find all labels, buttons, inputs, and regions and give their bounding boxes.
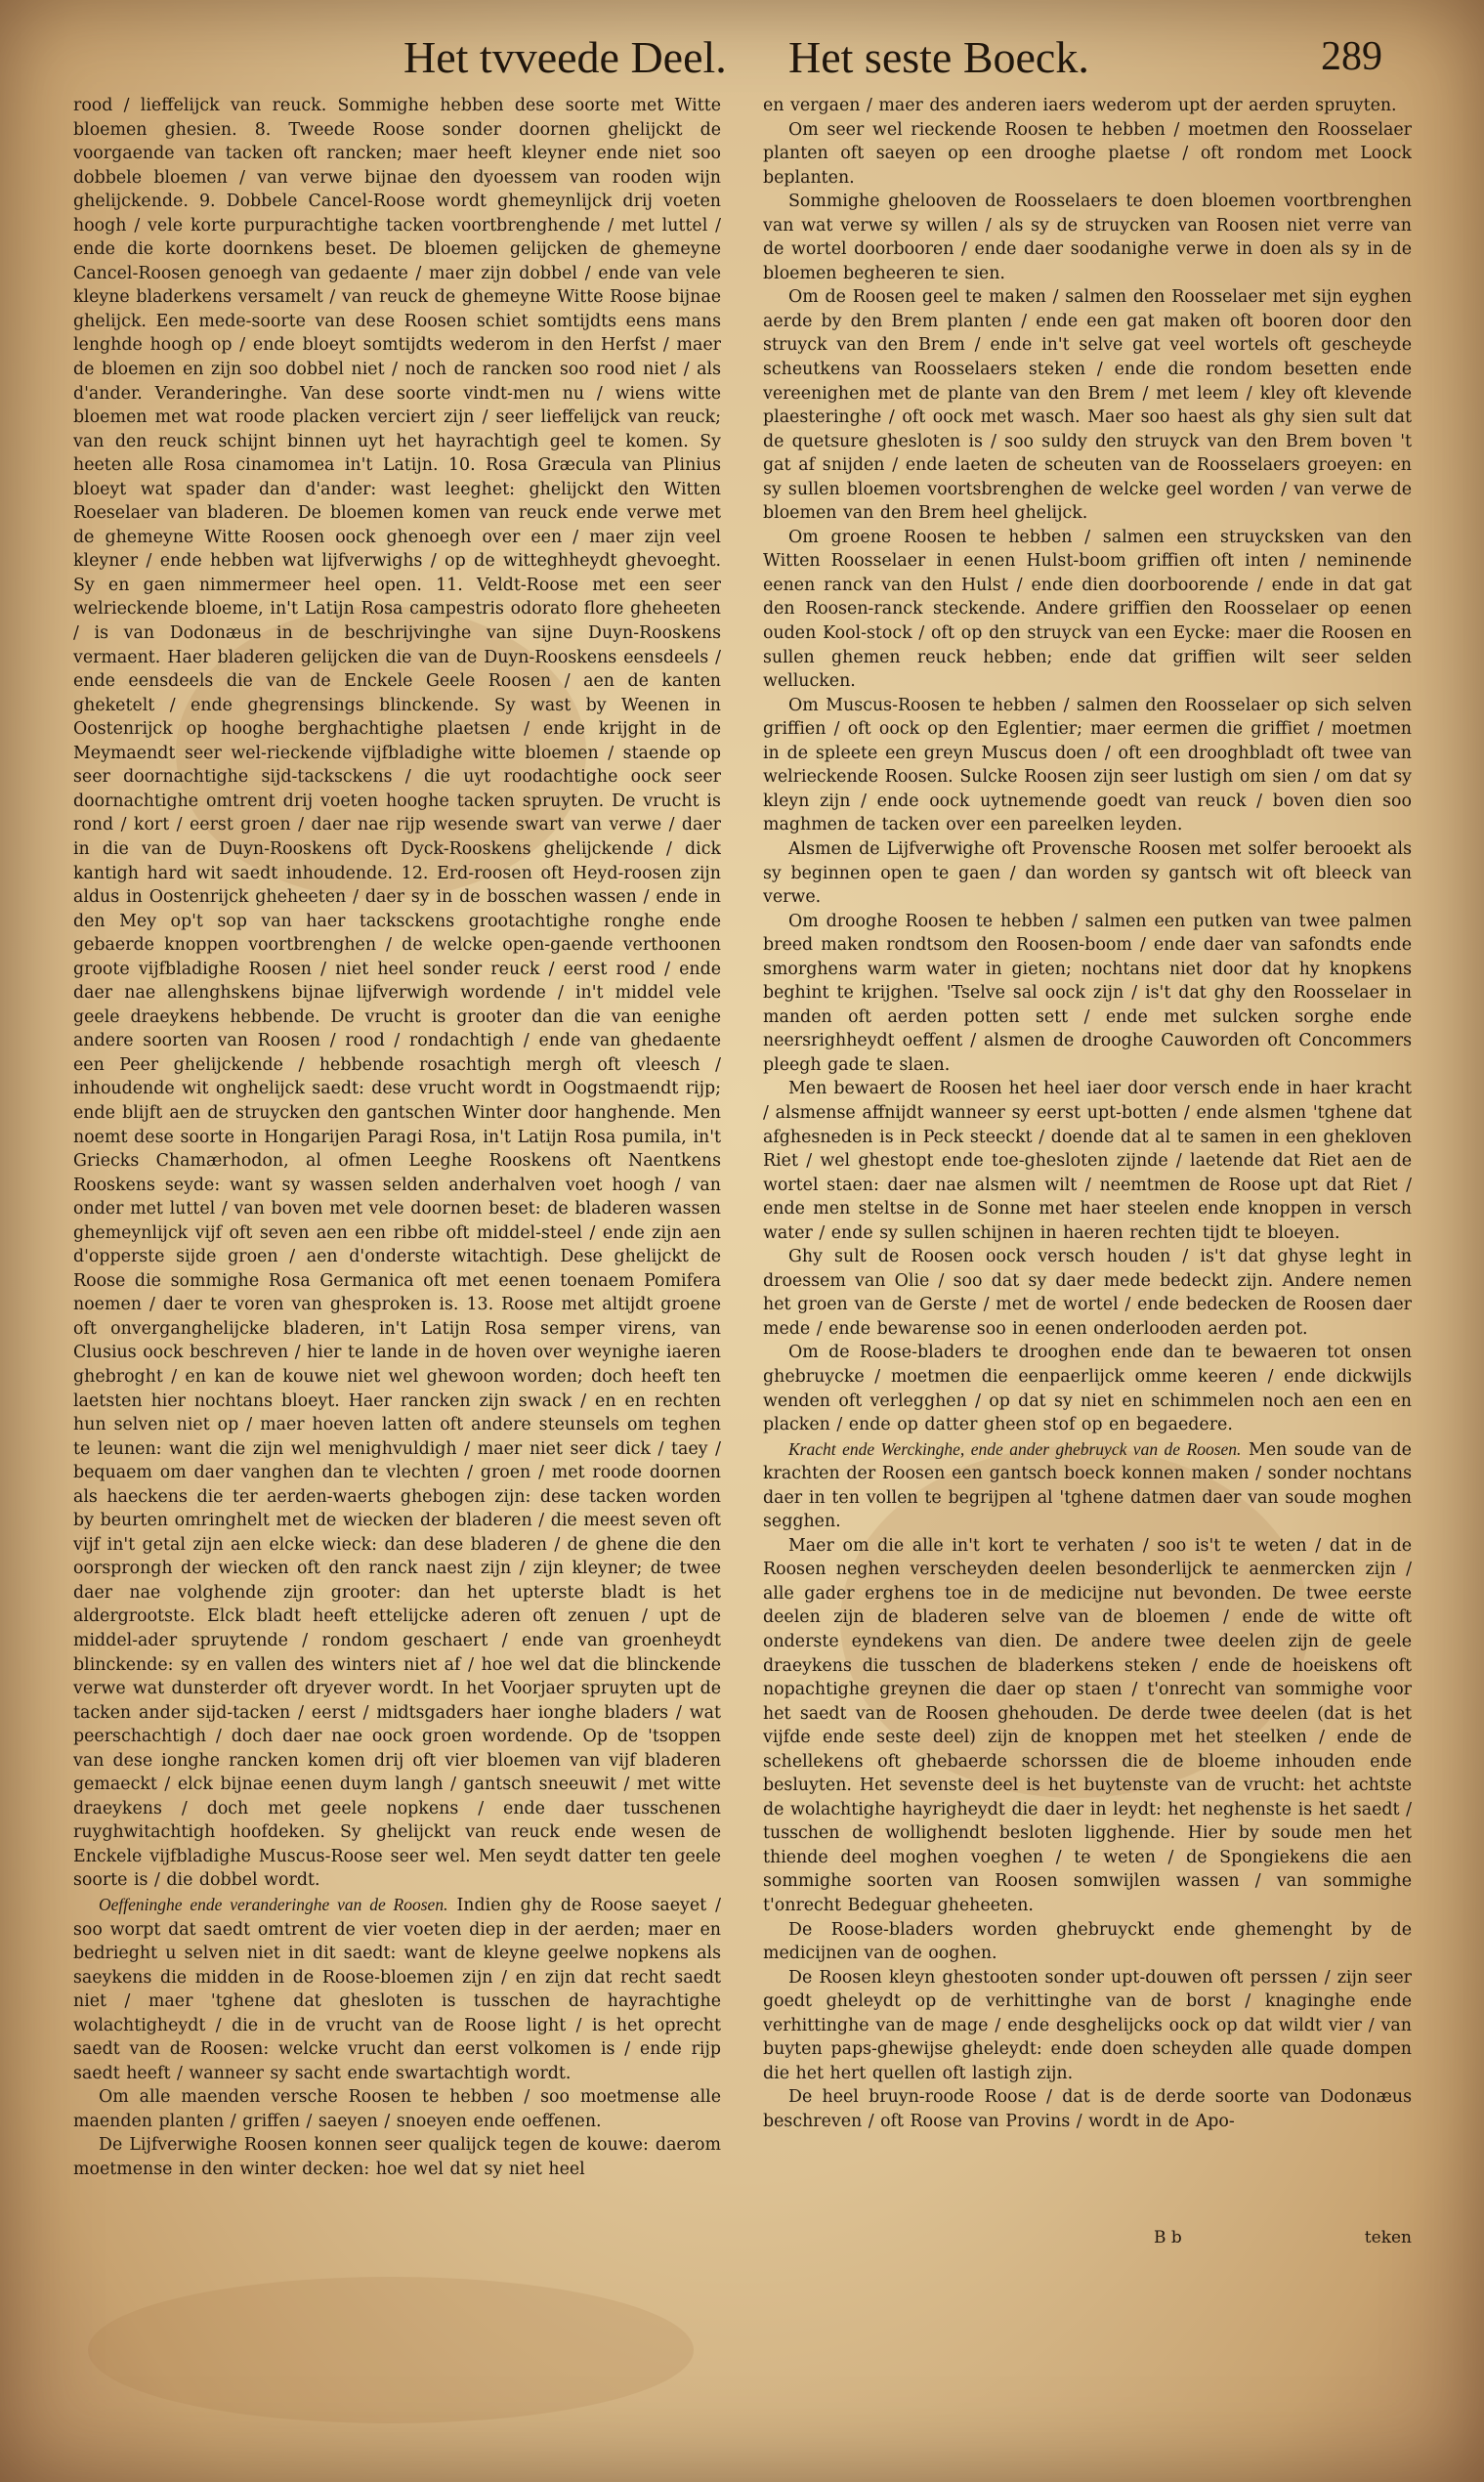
section-heading: Oeffeninghe ende veranderinghe van de Roosen. [99, 1895, 448, 1915]
paragraph: De heel bruyn-roode Roose / dat is de derde soorte van Dodonæus beschreven / oft Roose van Provins / wordt in de Apo- [763, 2087, 1412, 2131]
paragraph: Maer om die alle in't kort te verhaten / soo is't te weten / dat in de Roosen neghen verscheyden deelen besonderlijck te aenmercken zijn / alle gader erghens toe in de medicijne nut bevonden. De twee eerste deelen zijn de bladeren selve van de bloemen / ende de witte oft onderste eyndekens van dien. De andere twee deelen zijn de geele draeykens die tusschen de bladerkens steken / ende de hoeiskens oft nopachtighe greynen die daer op staen / t'onrecht van sommighe voor het saedt van de Roosen ghehouden. De derde twee deelen (dat is het vijfde ende seste deel) zijn de knoppen met het steelken / ende de schellekens oft ghebaerde schorssen die de bloeme inhouden ende besluyten. Het sevenste deel is het buytenste van de vrucht: het achtste de wolachtighe hayrigheydt die daer in leydt: het neghenste is het saedt / tusschen de wollighendt besloten ligghende. Hier by soude men het thiende deel moghen voeghen / te weten / de Spongiekens die aen sommighe soorten van Roosen somwijlen wassen / van sommighe t'onrecht Bedeguar gheheeten. [763, 1535, 1412, 1916]
running-header [0, 20, 1484, 88]
section-paragraph [763, 1437, 1412, 1534]
paragraph: Sommighe ghelooven de Roosselaers te doen bloemen voortbrenghen van wat verwe sy willen / als sy de struycken van Roosen niet verre van de wortel doorbooren / ende daer soodanighe verwe in doen als sy in de bloemen begheeren te sien. [763, 192, 1412, 283]
paragraph: Om groene Roosen te hebben / salmen een struycksken van den Witten Roosselaer in eenen Hulst-boom griffien oft inten / neminende eenen ranck van den Hulst / ende dien doorboorende / ende in dat gat den Roosen-ranck steckende. Andere griffien den Roosselaer op eenen ouden Kool-stock / oft op den struyck van een Eycke: maer die Roosen en sullen ghemen reuck hebben; ende dat griffien wilt seer selden wellucken. [763, 527, 1412, 692]
paragraph: De Lijfverwighe Roosen konnen seer qualijck tegen de kouwe: daerom moetmense in den winter decken: hoe wel dat sy niet heel [73, 2135, 721, 2180]
paragraph: rood / lieffelijck van reuck. Sommighe hebben dese soorte met Witte bloemen ghesien. 8. Tweede Roose sonder doornen ghelijckt de voorgaende van tacken oft rancken; maer heeft kleyner ende niet soo dobbele bloemen / van verwe bijnae den dyoessem van rooden wijn ghelijckende. 9. Dobbele Cancel-Roose wordt ghemeynlijck drij voeten hoogh / vele korte purpurachtighe tacken voortbrenghende / met luttel / ende die korte doornkens beset. De bloemen gelijcken de ghemeyne Cancel-Roosen genoegh van gedaente / maer zijn dobbel / ende van vele kleyne bladerkens versamelt / van reuck de ghemeyne Witte Roose bijnae ghelijck. Een mede-soorte van dese Roosen schiet somtijdts eens mans lenghde hoogh op / ende bloeyt somtijdts wederom in den Herfst / maer de bloemen en zijn soo dobbel niet / noch de rancken soo rood niet / als d'ander. Veranderinghe. Van dese soorte vindt-men nu / wiens witte bloemen met wat roode placken verciert zijn / seer lieffelijck van reuck; van den reuck schijnt binnen uyt het hayrachtigh geel te komen. Sy heeten alle Rosa cinamomea in't Latijn. 10. Rosa Græcula van Plinius bloeyt wat spader dan d'ander: wast leeghet: ghelijckt den Witten Roeselaer van bladeren. De bloemen komen van reuck ende verwe met de ghemeyne Witte Roosen oock ghenoegh over een / maer zijn veel kleyner / ende hebben wat lijfverwighs / op de witteghheydt ghevoeght. Sy en gaen nimmermeer heel open. 11. Veldt-Roose met een seer welrieckende bloeme, in't Latijn Rosa campestris odorato flore gheheeten / is van Dodonæus in de beschrijvinghe van sijne Duyn-Rooskens vermaent. Haer bladeren gelijcken die van de Duyn-Rooskens eensdeels / ende eensdeels die van de Enckele Geele Roosen / aen de kanten gheketelt / ende ghegrensings blinckende. Sy wast by Weenen in Oostenrijck op hooghe berghachtighe plaetsen / ende krijght in de Meymaendt seer wel-rieckende vijfbladighe witte bloemen / staende op seer doornachtighe sijd-tacksckens / die uyt roodachtighe oock seer doornachtighe omtrent drij voeten hooghe tacken spruyten. De vrucht is rond / kort / eerst groen / daer nae rijp wesende swart van verwe / daer in die van de Duyn-Rooskens oft Dyck-Rooskens ghelijckende / dick kantigh hard wit saedt inhoudende. 12. Erd-roosen oft Heyd-roosen zijn aldus in Oostenrijck gheheeten / daer sy in de bosschen wassen / ende in den Mey op't sop van haer tacksckens grootachtighe ronghe ende gebaerde knoppen voortbrenghen / de welcke open-gaende verthoonen groote vijfbladighe Roosen / niet heel sonder reuck / eerst rood / ende daer nae allenghskens bijnae lijfverwigh wordende / in't middel vele geele draeykens hebbende. De vrucht is grooter dan die van eenighe andere soorten van Roosen / rood / rondachtigh / ende van ghedaente een Peer ghelijckende / hebbende rosachtigh mergh oft vleesch / inhoudende wit onghelijck saedt: dese vrucht wordt in Oogstmaendt rijp; ende blijft aen de struycken den gantschen Winter door hanghende. Men noemt dese soorte in Hongarijen Paragi Rosa, in't Latijn Rosa pumila, in't Griecks Chamærhodon, al ofmen Leeghe Rooskens oft Naentkens Rooskens seyde: want sy wassen selden anderhalven voet hoogh / van onder met luttel / van boven met vele doornen beset: de bladeren wassen ghemeynlijck vijf oft seven aen een ribbe oft middel-steel / ende zijn aen d'opperste sijde groen / aen d'onderste witachtigh. Dese ghelijckt de Roose die sommighe Rosa Germanica oft met eenen toenaem Pomifera noemen / daer te voren van ghesproken is. 13. Roose met altijdt groene oft onverganghelijcke bladeren, in't Latijn Rosa semper virens, van Clusius oock beschreven / hier te lande in de hoven over weynighe iaeren ghebroght / en kan de kouwe niet wel ghewoon worden; doch heeft ten laetsten hier nochtans bloeyt. Haer rancken zijn swack / en en rechten hun selven niet op / maer hoeven latten oft andere steunsels om teghen te leunen: want die zijn wel menighvuldigh / maer niet seer dick / taey / bequaem om daer vanghen dan te vlechten / groen / met roode doornen als haeckens die ter aerden-waerts ghebogen zijn: dese tacken worden by beurten omringhelt met de wiecken der bladeren / die meest seven oft vijf in't getal zijn aen elcke wieck: dan dese bladeren / de ghene die den oorsprongh der wiecken oft den ranck naest zijn / zijn kleyner; de twee daer nae volghende zijn grooter: dan het upterste bladt is het aldergrootste. Elck bladt heeft ettelijcke aderen oft zenuen / upt de middel-ader spruytende / rondom geschaert / ende van groenheydt blinckende: sy en vallen des winters niet af / hoe wel dat die blinckende verwe wat dunsterder oft dryever wordt. In het Voorjaer spruyten upt de tacken ander sijd-tacken / eerst / midtsgaders haer ionghe bladers / wat peerschachtigh / doch daer nae oock groen wordende. Op de 'tsoppen van dese ionghe rancken komen drij oft vier bloemen van vijf bladeren gemaeckt / elck bijnae eenen duym langh / gantsch sneeuwit / met witte draeykens / doch met geele nopkens / ende daer tusschenen ruyghwitachtigh hoofdeken. Sy ghelijckt van reuck ende wesen de Enckele vijfbladighe Muscus-Roose seer wel. Men seydt datter ten geele soorte is / die dobbel wordt. [73, 96, 721, 1891]
paragraph: Om seer wel rieckende Roosen te hebben / moetmen den Roosselaer planten oft saeyen op een drooghe plaetse / oft rondom met Loock beplanten. [763, 119, 1412, 188]
page-footer [763, 2228, 1412, 2257]
part-title: Het tvveede Deel. [403, 32, 727, 82]
paragraph: Ghy sult de Roosen oock versch houden / is't dat ghyse leght in droessem van Olie / soo dat sy daer mede bedeckt zijn. Andere nemen het groen van de Gerste / met de wortel / ende bedecken de Roosen daer mede / ende bewarense soo in eenen onderlooden aerden pot. [763, 1247, 1412, 1339]
right-text-column [763, 94, 1412, 2283]
paper-stain [88, 2277, 694, 2423]
signature-mark: B b [1154, 2228, 1182, 2247]
catchword: teken [1364, 2228, 1412, 2247]
left-text-column [73, 94, 721, 2283]
paragraph: Om Muscus-Roosen te hebben / salmen den Roosselaer op sich selven griffien / oft oock op den Eglentier; maer eermen die griffiet / moetmen in de spleete een greyn Muscus doen / oft een drooghbladt oft twee van welrieckende Roosen. Sulcke Roosen zijn seer lustigh om sien / om dat sy kleyn zijn / ende oock uytnemende goedt van reuck / boven dien soo maghmen de tacken over een pareelken leyden. [763, 695, 1412, 835]
paragraph: De Roose-bladers worden ghebruyckt ende ghemenght by de medicijnen van de ooghen. [763, 1919, 1412, 1964]
paragraph: Om de Roose-bladers te drooghen ende dan te bewaeren tot onsen ghebruycke / moetmen die eenpaerlijck omme keeren / ende dickwijls wenden oft verlegghen / op dat sy niet en schimmelen noch aen een en placken / ende op datter gheen stof op en begaedere. [763, 1343, 1412, 1435]
paragraph: Om drooghe Roosen te hebben / salmen een putken van twee palmen breed maken rondtsom den Roosen-boom / ende daer van safondts ende smorghens warm water in gieten; nochtans niet door dat hy knopkens beghint te krijghen. 'Tselve sal oock zijn / is't dat ghy den Roosselaer in manden oft aerden potten sett / ende met sulcken sorghe ende neersrighheydt oeffent / alsmen de drooghe Cauworden oft Concommers pleegh gade te slaen. [763, 911, 1412, 1075]
paragraph: Alsmen de Lijfverwighe oft Provensche Roosen met solfer berooekt als sy beginnen open te gaen / dan worden sy gantsch wit oft bleeck van verwe. [763, 838, 1412, 908]
section-paragraph [73, 1893, 721, 2085]
paragraph: en vergaen / maer des anderen iaers wederom upt der aerden spruyten. [763, 96, 1397, 115]
paragraph: Men bewaert de Roosen het heel iaer door versch ende in haer kracht / alsmense affnijdt wanneer sy eerst upt-botten / ende alsmen 'tghene dat afghesneden is in Peck steeckt / doende dat al te samen in een ghekloven Riet / wel ghestopt ende toe-ghesloten zijnde / laetende dat Riet aen de wortel staen: daer nae alsmen wilt / neemtmen de Roose upt dat Riet / ende men steltse in de Sonne met haer steelen ende knoppen in versch water / ende sy sullen schijnen in haeren rechten tijdt te bloeyen. [763, 1079, 1412, 1243]
paragraph: De Roosen kleyn ghestooten sonder upt-douwen oft perssen / zijn seer goedt gheleydt op de verhittinghe van de borst / knaginghe ende verhittinghe van de mage / ende desghelijcks oock op dat wildt vier / van buyten paps-ghewijse gheleydt: ende doen scheyden alle quade dompen die het hert quellen oft lastigh zijn. [763, 1967, 1412, 2083]
paragraph: Om alle maenden versche Roosen te hebben / soo moetmense alle maenden planten / griffen / saeyen / snoeyen ende oeffenen. [73, 2087, 721, 2131]
paragraph-text: Indien ghy de Roose saeyet / soo worpt dat saedt omtrent de vier voeten diep in der aerden; maer en bedrieght u selven niet in dit saedt: want de kleyne geelwe nopkens als saeykens die midden in de Roose-bloemen zijn / en zijn dat recht saedt niet / maer 'tghene dat ghesloten is tusschen de hayrachtighe wolachtigheydt / die in de vrucht van de Roose light / is het oprecht saedt van de Roosen: welcke vrucht dan eerst volkomen is / ende rijp saedt heeft / wanneer sy sacht ende swartachtigh wordt. [73, 1896, 721, 2083]
section-heading: Kracht ende Werckinghe, ende ander ghebruyck van de Roosen. [788, 1438, 1242, 1459]
paragraph: Om de Roosen geel te maken / salmen den Roosselaer met sijn eyghen aerde by den Brem planten / ende een gat maken oft booren door den struyck van den Brem / ende in't selve gat veel wortels oft gescheyde scheutkens van Roosselaers steken / ende die rondom besetten ende vereenighen met de plante van den Brem / met leem / kley oft klevende plaesteringhe / oft oock met wasch. Maer soo haest als ghy sien sult dat de quetsure ghesloten is / soo suldy den struyck van den Brem boven 't gat af snijden / ende laeten de scheuten van de Roosselaers groeyen: en sy sullen bloemen voortsbrenghen de welcke geel worden / van verwe de bloemen van den Brem heel ghelijck. [763, 287, 1412, 524]
book-title: Het seste Boeck. [788, 32, 1089, 82]
paragraph-text: Men soude van de krachten der Roosen een gantsch boeck konnen maken / sonder nochtans daer in ten vollen te begrijpen al 'tghene datmen daer van soude moghen segghen. [763, 1439, 1412, 1532]
page-number: 289 [1321, 34, 1382, 79]
